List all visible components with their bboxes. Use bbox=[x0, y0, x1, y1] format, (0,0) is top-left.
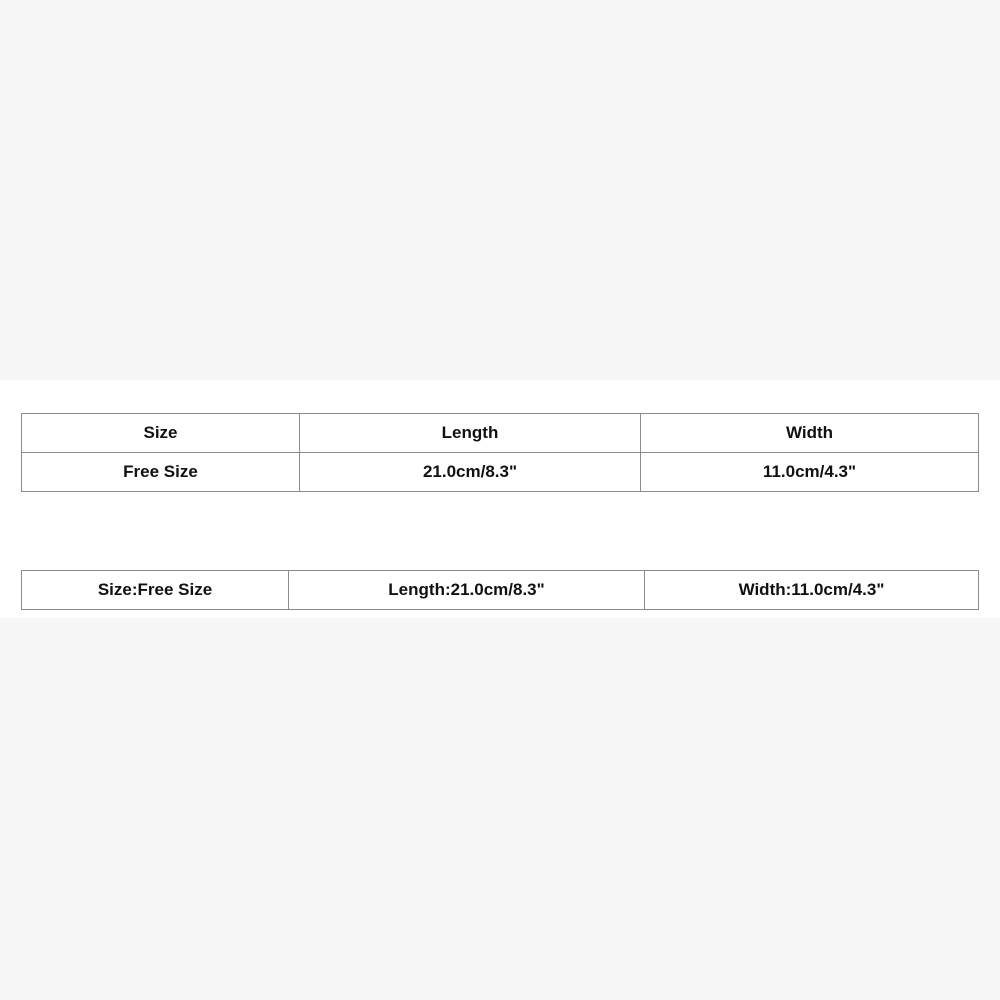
cell-width-value: 11.0cm/4.3" bbox=[641, 453, 979, 492]
header-width: Width bbox=[641, 414, 979, 453]
table-header-row bbox=[22, 414, 979, 453]
summary-width-cell: Width:11.0cm/4.3" bbox=[645, 571, 979, 610]
header-size: Size bbox=[22, 414, 300, 453]
size-chart-table bbox=[21, 413, 979, 492]
cell-size-value: Free Size bbox=[22, 453, 300, 492]
header-length: Length bbox=[300, 414, 641, 453]
cell-length-value: 21.0cm/8.3" bbox=[300, 453, 641, 492]
table-row bbox=[22, 571, 979, 610]
summary-length-cell: Length:21.0cm/8.3" bbox=[289, 571, 645, 610]
size-summary-table bbox=[21, 570, 979, 610]
table-row bbox=[22, 453, 979, 492]
summary-size-cell: Size:Free Size bbox=[22, 571, 289, 610]
